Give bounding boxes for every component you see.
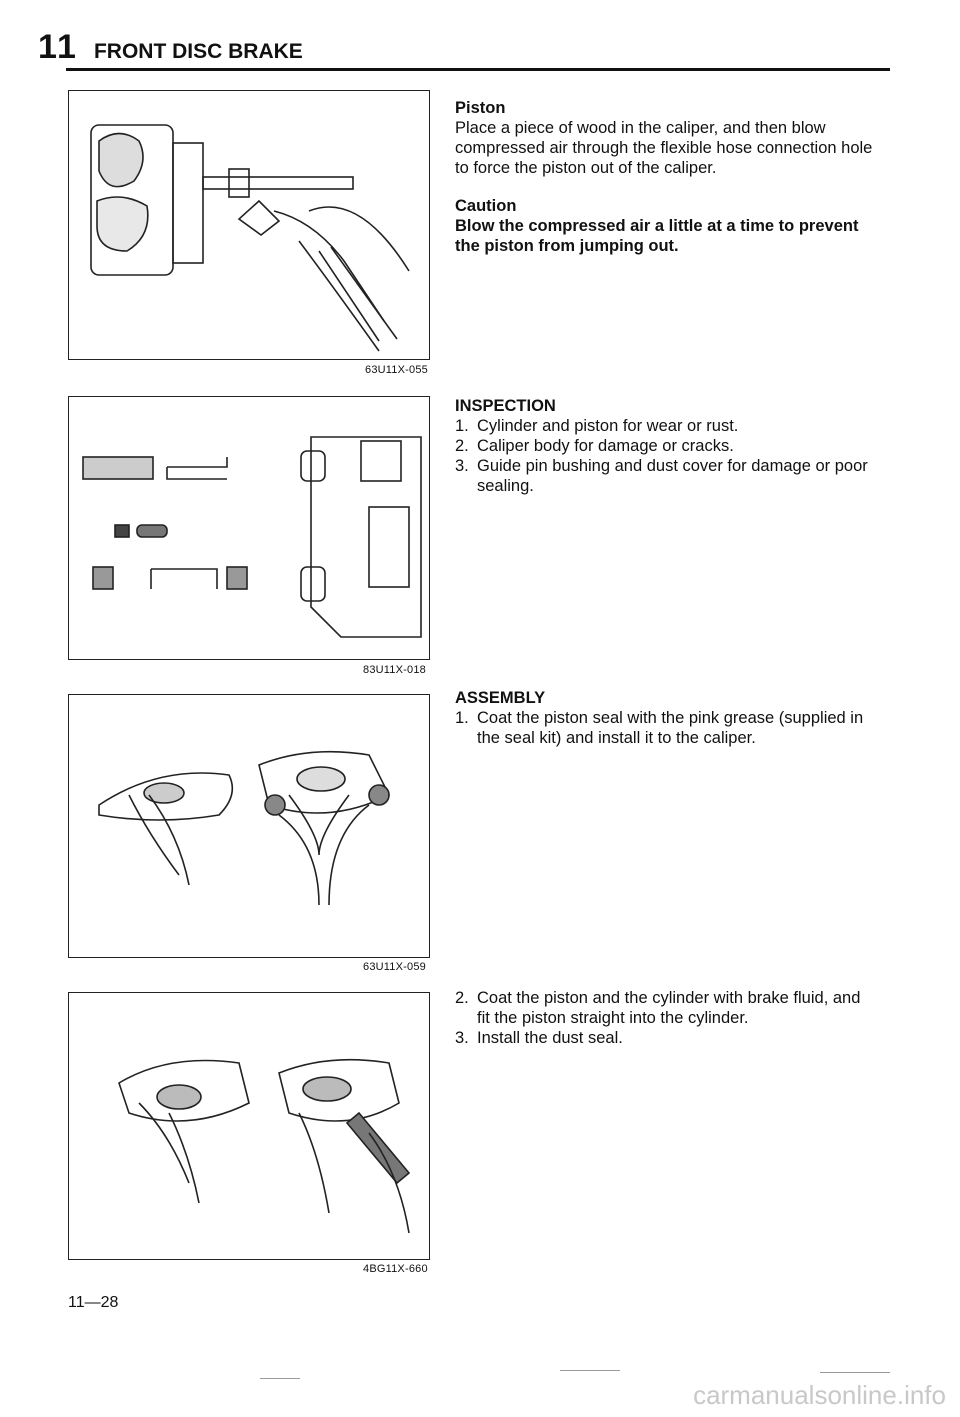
inspection-list (455, 416, 875, 496)
caution-body: Blow the compressed air a little at a time to prevent the piston from jumping out. (455, 217, 859, 255)
item-text: Guide pin bushing and dust cover for damage or poor sealing. (477, 457, 868, 495)
piston-body: Place a piece of wood in the caliper, and then blow compressed air through the flexible hose connection hole to force the piston out of the caliper. (455, 119, 873, 177)
assembly-heading: ASSEMBLY (455, 689, 546, 707)
item-text: Install the dust seal. (477, 1029, 623, 1047)
assembly-list (455, 708, 875, 748)
assembly-section (455, 688, 875, 748)
seal-install-illustration (69, 695, 429, 957)
figure-piston-fit (68, 992, 430, 1260)
figure-code: 63U11X-055 (365, 364, 428, 376)
piston-heading: Piston (455, 99, 506, 117)
scan-mark (560, 1370, 620, 1371)
figure-code: 83U11X-018 (363, 664, 426, 676)
figure-parts-inspection (68, 396, 430, 660)
item-number: 1. (455, 709, 469, 727)
piston-removal-illustration (69, 91, 429, 359)
item-number: 1. (455, 417, 469, 435)
item-text: Caliper body for damage or cracks. (477, 437, 734, 455)
caution-title: Caution (455, 197, 517, 215)
scan-mark (260, 1378, 300, 1379)
list-item (455, 708, 875, 748)
chapter-number: 11 (38, 28, 78, 66)
page-header (38, 28, 303, 67)
list-item (455, 1028, 875, 1048)
inspection-section (455, 396, 875, 496)
list-item (455, 436, 875, 456)
piston-section (455, 98, 875, 256)
figure-code: 63U11X-059 (363, 961, 426, 973)
watermark: carmanualsonline.info (693, 1380, 946, 1410)
caliper-parts-illustration (69, 397, 429, 659)
inspection-heading: INSPECTION (455, 397, 556, 415)
list-item (455, 456, 875, 496)
item-number: 2. (455, 437, 469, 455)
assembly-continued (455, 988, 875, 1048)
figure-seal-install (68, 694, 430, 958)
chapter-title: FRONT DISC BRAKE (93, 40, 303, 63)
item-text: Cylinder and piston for wear or rust. (477, 417, 739, 435)
page-number: 11—28 (68, 1294, 119, 1311)
item-number: 3. (455, 1029, 469, 1047)
header-rule (66, 68, 890, 71)
item-text: Coat the piston seal with the pink grease (supplied in the seal kit) and install it to the caliper. (477, 709, 864, 747)
figure-piston-removal (68, 90, 430, 360)
assembly-list-continued (455, 988, 875, 1048)
list-item (455, 988, 875, 1028)
item-number: 2. (455, 989, 469, 1007)
piston-fit-illustration (69, 993, 429, 1259)
item-text: Coat the piston and the cylinder with brake fluid, and fit the piston straight into the cylinder. (477, 989, 861, 1027)
figure-code: 4BG11X-660 (363, 1263, 428, 1275)
list-item (455, 416, 875, 436)
item-number: 3. (455, 457, 469, 475)
scan-mark (820, 1372, 890, 1373)
